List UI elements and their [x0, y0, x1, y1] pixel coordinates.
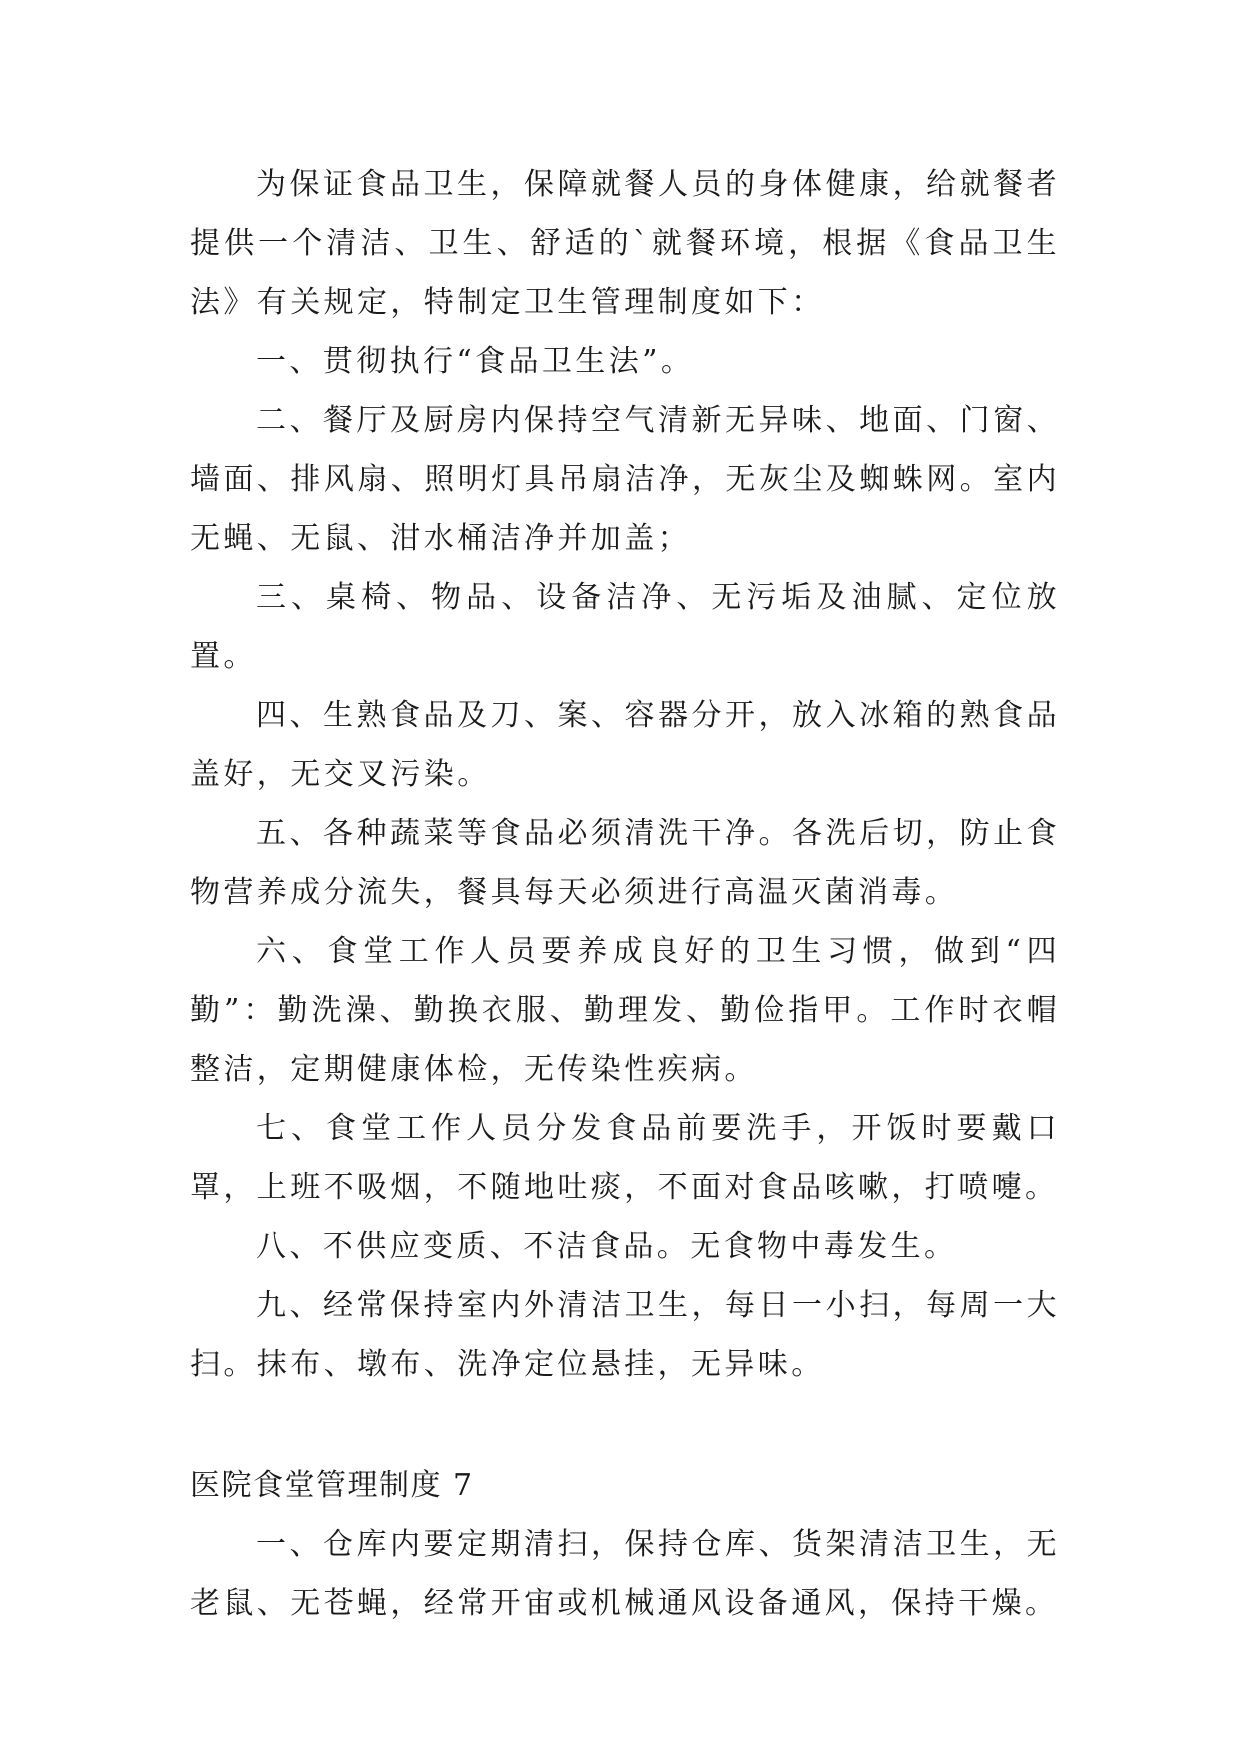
section-rule-1-paragraph: 一、仓库内要定期清扫，保持仓库、货架清洁卫生，无老鼠、无苍蝇，经常开宙或机械通风设备通风，保持干燥。 — [190, 1527, 1060, 1621]
intro-paragraph: 为保证食品卫生，保障就餐人员的身体健康，给就餐者提供一个清洁、卫生、舒适的`就餐环境，根据《食品卫生法》有关规定，特制定卫生管理制度如下： — [190, 167, 1060, 320]
document-body — [190, 155, 1060, 1633]
rule-5-paragraph: 五、各种蔬菜等食品必须清洗干净。各洗后切，防止食物营养成分流失，餐具每天必须进行高温灭菌消毒。 — [190, 816, 1060, 910]
rule-8-paragraph: 八、不供应变质、不洁食品。无食物中毒发生。 — [256, 1229, 958, 1264]
rule-4-paragraph: 四、生熟食品及刀、案、容器分开，放入冰箱的熟食品盖好，无交叉污染。 — [190, 698, 1060, 792]
rule-9-paragraph: 九、经常保持室内外清洁卫生，每日一小扫，每周一大扫。抹布、墩布、洗净定位悬挂，无异味。 — [190, 1288, 1060, 1382]
rule-2-paragraph: 二、餐厅及厨房内保持空气清新无异味、地面、门窗、墙面、排风扇、照明灯具吊扇洁净，无灰尘及蜘蛛网。室内无蝇、无鼠、泔水桶洁净并加盖； — [190, 403, 1060, 556]
rule-6-paragraph: 六、食堂工作人员要养成良好的卫生习惯，做到“四勤”：勤洗澡、勤换衣服、勤理发、勤俭指甲。工作时衣帽整洁，定期健康体检，无传染性疾病。 — [190, 934, 1060, 1087]
rule-3-paragraph: 三、桌椅、物品、设备洁净、无污垢及油腻、定位放置。 — [190, 580, 1060, 674]
rule-1-paragraph: 一、贯彻执行“食品卫生法”。 — [256, 344, 695, 379]
rule-7-paragraph: 七、食堂工作人员分发食品前要洗手，开饭时要戴口罩，上班不吸烟，不随地吐痰，不面对食品咳嗽，打喷嚏。 — [190, 1111, 1060, 1205]
section-heading: 医院食堂管理制度 7 — [190, 1468, 474, 1503]
